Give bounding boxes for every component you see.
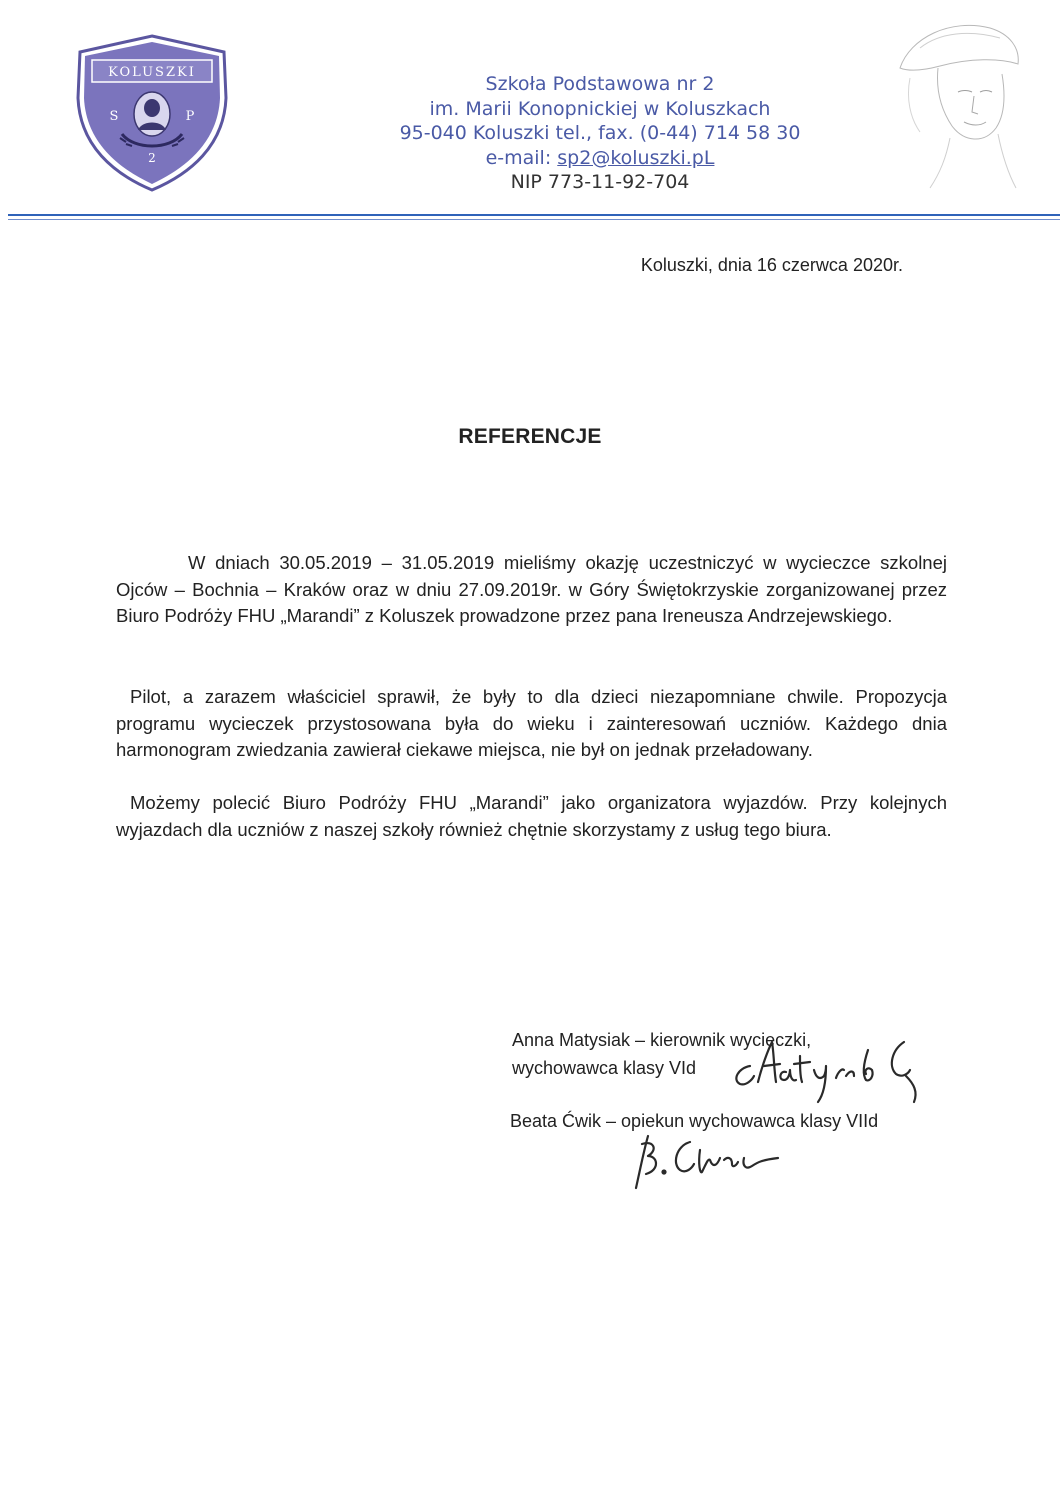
- document-date: Koluszki, dnia 16 czerwca 2020r.: [640, 255, 903, 275]
- signer-1-name: Anna Matysiak – kierownik wycieczki,: [512, 1030, 812, 1050]
- header-divider: [8, 214, 1060, 216]
- school-crest-logo: [74, 34, 230, 192]
- school-letterhead: [380, 72, 820, 195]
- crest-number: 2: [148, 151, 156, 165]
- crest-letter-s: S: [109, 109, 119, 124]
- school-address-phone: 95-040 Koluszki tel., fax. (0-44) 714 58 30: [399, 122, 801, 144]
- paragraph-recommendation: Możemy polecić Biuro Podróży FHU „Marandi” jako organizatora wyjazdów. Przy kolejnych wyjazdach dla uczniów z naszej szkoły również chętnie skorzystamy z usług tego biura.: [116, 792, 947, 840]
- crest-banner-text: KOLUSZKI: [108, 65, 196, 80]
- email-link[interactable]: sp2@koluszki.pL: [557, 146, 715, 169]
- portrait-sketch-image: [880, 8, 1030, 193]
- handwritten-signature-2: [628, 1130, 788, 1192]
- signer-2-line: Beata Ćwik – opiekun wychowawca klasy VIId: [510, 1111, 879, 1131]
- school-email-line: [380, 146, 820, 171]
- header-divider-thin: [8, 219, 1060, 220]
- paragraph-trip-details: W dniach 30.05.2019 – 31.05.2019 mieliśmy okazję uczestniczyć w wycieczce szkolnej Ojców – Bochnia – Kraków oraz w dniu 27.09.2019r. w Góry Świętokrzyskie zorganizowanej przez Biuro Podróży FHU „Marandi” z Koluszek prowadzone przez pana Ireneusza Andrzejewskiego.: [116, 552, 947, 626]
- email-label: e-mail:: [485, 146, 552, 169]
- handwritten-signature-1: [728, 1036, 938, 1108]
- school-nip: NIP 773-11-92-704: [510, 171, 690, 193]
- school-patron: im. Marii Konopnickiej w Koluszkach: [429, 97, 771, 120]
- document-title: REFERENCJE: [458, 425, 602, 448]
- school-name: Szkoła Podstawowa nr 2: [485, 73, 715, 95]
- signer-1-role: wychowawca klasy VId: [512, 1058, 697, 1078]
- paragraph-guide-praise: Pilot, a zarazem właściciel sprawił, że były to dla dzieci niezapomniane chwile. Propozycja programu wycieczek przystosowana była do wieku i zainteresowań uczniów. Każdego dnia harmonogram zwiedzania zawierał ciekawe miejsca, nie był on jednak przeładowany.: [116, 686, 947, 760]
- crest-letter-p: P: [185, 109, 195, 124]
